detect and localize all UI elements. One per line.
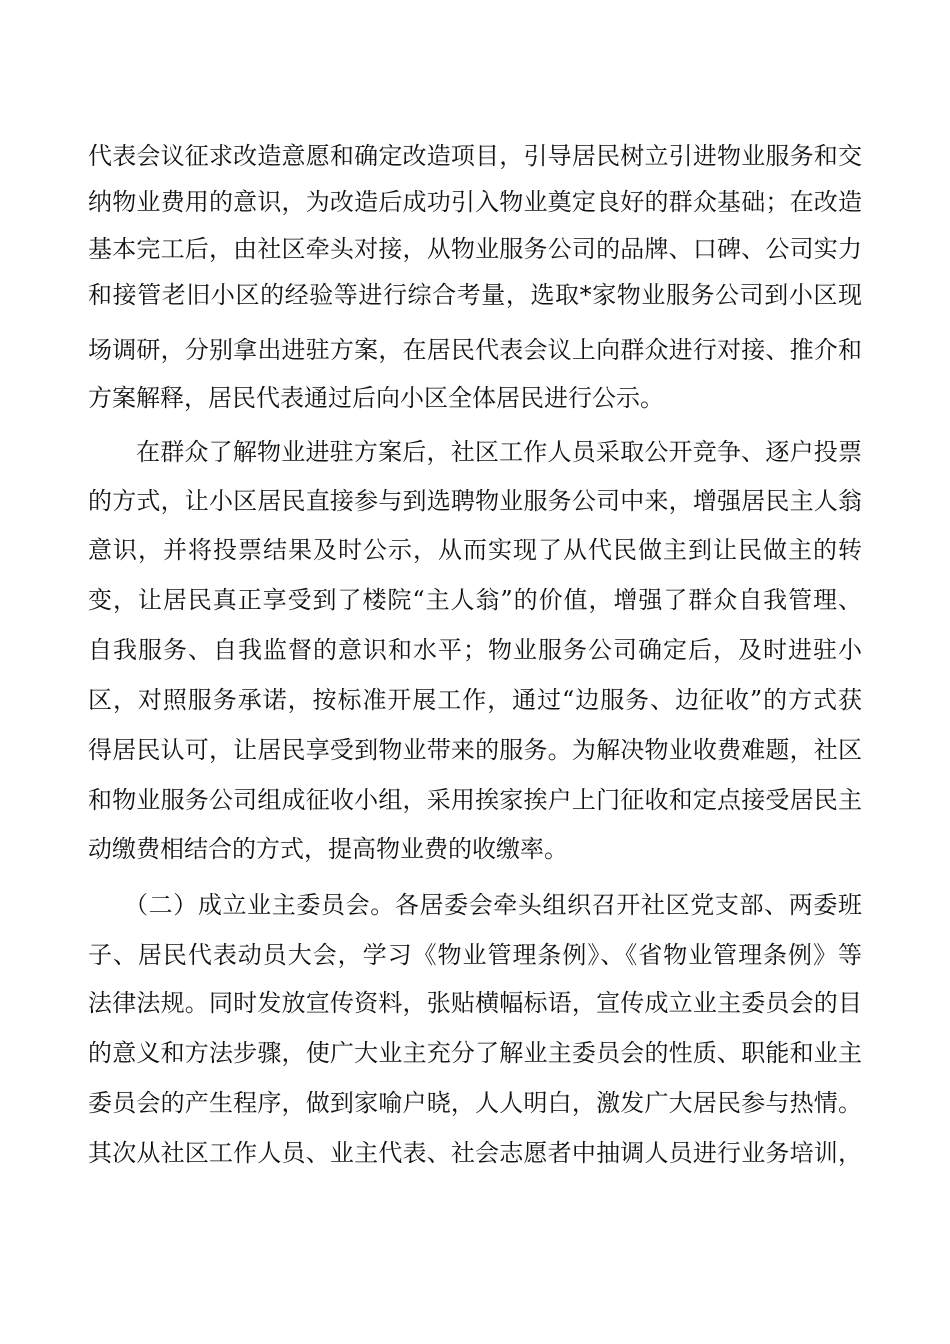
text-line: 代表会议征求改造意愿和确定改造项目，引导居民树立引进物业服务和交 bbox=[88, 142, 862, 170]
section-heading-line: （二）成立业主委员会。各居委会牵头组织召开社区党支部、两委班 bbox=[124, 891, 862, 919]
text-line: 意识，并将投票结果及时公示，从而实现了从代民做主到让民做主的转 bbox=[88, 536, 862, 564]
text-line: 纳物业费用的意识，为改造后成功引入物业奠定良好的群众基础；在改造 bbox=[88, 188, 862, 216]
text-line: 的方式，让小区居民直接参与到选聘物业服务公司中来，增强居民主人翁 bbox=[88, 487, 862, 515]
text-line: 自我服务、自我监督的意识和水平；物业服务公司确定后，及时进驻小 bbox=[88, 636, 862, 664]
text-line: 得居民认可，让居民享受到物业带来的服务。为解决物业收费难题，社区 bbox=[88, 736, 862, 764]
text-line: 的意义和方法步骤，使广大业主充分了解业主委员会的性质、职能和业主 bbox=[88, 1039, 862, 1067]
text-line: 区，对照服务承诺，按标准开展工作，通过“边服务、边征收”的方式获 bbox=[88, 686, 862, 714]
text-line: 法律法规。同时发放宣传资料，张贴横幅标语，宣传成立业主委员会的目 bbox=[88, 989, 862, 1017]
text-line: 方案解释，居民代表通过后向小区全体居民进行公示。 bbox=[88, 384, 664, 412]
text-line: 变，让居民真正享受到了楼院“主人翁”的价值，增强了群众自我管理、 bbox=[88, 586, 862, 614]
text-line: 基本完工后，由社区牵头对接，从物业服务公司的品牌、口碑、公司实力 bbox=[88, 235, 862, 263]
text-line: 子、居民代表动员大会，学习《物业管理条例》、《省物业管理条例》等 bbox=[88, 941, 862, 969]
text-line: 委员会的产生程序，做到家喻户晓，人人明白，激发广大居民参与热情。 bbox=[88, 1089, 862, 1117]
text-line: 其次从社区工作人员、业主代表、社会志愿者中抽调人员进行业务培训， bbox=[88, 1139, 862, 1167]
text-line: 和物业服务公司组成征收小组，采用挨家挨户上门征收和定点接受居民主 bbox=[88, 786, 862, 814]
text-line: 动缴费相结合的方式，提高物业费的收缴率。 bbox=[88, 835, 568, 863]
text-line: 和接管老旧小区的经验等进行综合考量，选取*家物业服务公司到小区现 bbox=[88, 281, 862, 309]
text-line: 在群众了解物业进驻方案后，社区工作人员采取公开竞争、逐户投票 bbox=[136, 438, 862, 466]
text-line: 场调研，分别拿出进驻方案，在居民代表会议上向群众进行对接、推介和 bbox=[88, 336, 862, 364]
